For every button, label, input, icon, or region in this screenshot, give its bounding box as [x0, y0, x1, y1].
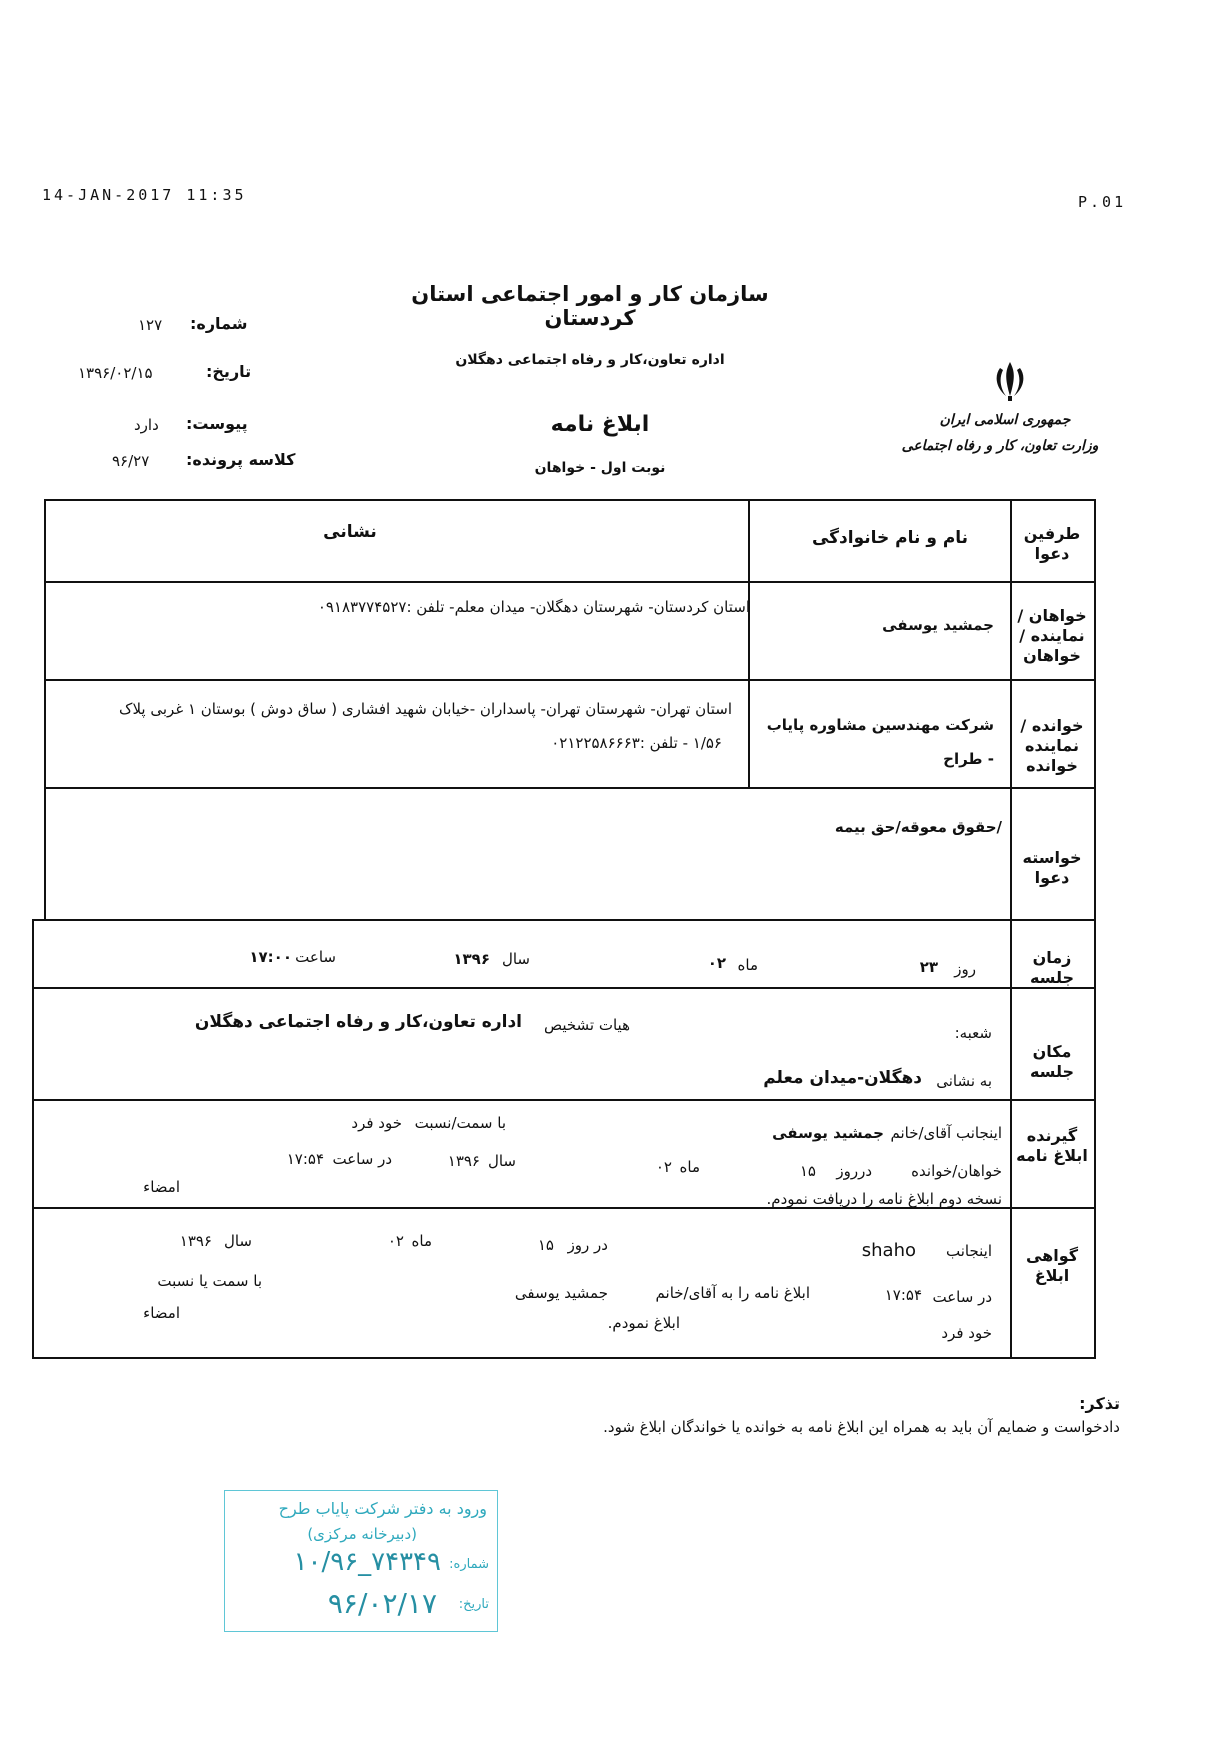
place-address: دهگلان-میدان معلم — [763, 1068, 922, 1088]
office-name: اداره تعاون،کار و رفاه اجتماعی دهگلان — [194, 1012, 522, 1032]
certificate-month-label: ماه — [411, 1232, 432, 1250]
number-value: ۱۲۷ — [138, 316, 163, 334]
header-parties: طرفین دعوا — [1023, 524, 1081, 563]
place-address-label: به نشانی — [936, 1072, 992, 1090]
recipient-year-label: سال — [487, 1152, 516, 1170]
stamp-number-value: ۱۰/۹۶_۷۴۳۴۹ — [293, 1547, 441, 1577]
file-number-label: کلاسه پرونده: — [186, 450, 296, 469]
date-label: تاریخ: — [206, 362, 252, 381]
stamp-line2: (دبیرخانه مرکزی) — [307, 1525, 417, 1543]
recipient-line1: اینجانب آقای/خانم — [890, 1124, 1002, 1142]
recipient-signature: امضاء — [143, 1178, 180, 1196]
number-label: شماره: — [190, 314, 248, 333]
file-number-value: ۹۶/۲۷ — [112, 452, 150, 470]
recipient-role-label: با سمت/نسبت — [414, 1114, 506, 1132]
claim-label: خواسته دعوا — [1022, 848, 1082, 887]
stamp-number-label: شماره: — [449, 1557, 489, 1572]
certificate-hour: ۱۷:۵۴ — [884, 1286, 922, 1304]
defendant-name-line1: شرکت مهندسین مشاوره پایاب — [766, 716, 994, 734]
recipient-line3: نسخه دوم ابلاغ نامه را دریافت نمودم. — [766, 1190, 1002, 1208]
board-name: هیات تشخیص — [543, 1016, 630, 1034]
org-subtitle: اداره تعاون،کار و رفاه اجتماعی دهگلان — [455, 352, 725, 368]
plaintiff-address: استان کردستان- شهرستان دهگلان- میدان معلم- تلفن :۰۹۱۸۳۷۷۴۵۲۷ — [317, 598, 750, 616]
certificate-month: ۰۲ — [387, 1232, 404, 1250]
recipient-role-value: خود فرد — [351, 1114, 402, 1132]
recipient-line2-prefix: خواهان/خوانده — [911, 1162, 1002, 1180]
certificate-role-value: خود فرد — [941, 1324, 992, 1342]
note-text: دادخواست و ضمایم آن باید به همراه این ابلاغ نامه به خوانده یا خواندگان ابلاغ شود. — [603, 1418, 1120, 1436]
stamp-line1: ورود به دفتر شرکت پایاب طرح — [278, 1499, 487, 1518]
session-day: ۲۳ — [919, 958, 938, 976]
certificate-done: ابلاغ نمودم. — [607, 1314, 680, 1332]
recipient-name: جمشید یوسفی — [772, 1124, 884, 1142]
note-title: تذکر: — [1079, 1394, 1120, 1413]
recipient-day-label: درروز — [836, 1162, 872, 1180]
certificate-label: گواهی ابلاغ — [1025, 1246, 1079, 1285]
fax-page-number: P.01 — [1078, 193, 1127, 211]
doc-subtitle: نوبت اول - خواهان — [534, 460, 666, 476]
certificate-signature: امضاء — [143, 1304, 180, 1322]
plaintiff-label: خواهان / نماینده / خواهان — [1017, 606, 1087, 665]
session-place-label: مکان جلسه — [1029, 1042, 1075, 1081]
doc-title: ابلاغ نامه — [550, 412, 650, 437]
emblem-line2: وزارت تعاون، کار و رفاه اجتماعی — [901, 438, 1099, 454]
defendant-label: خوانده / نماینده خوانده — [1020, 716, 1084, 775]
recipient-year: ۱۳۹۶ — [447, 1152, 480, 1170]
certificate-officer: shaho — [861, 1240, 916, 1261]
certificate-line1: اینجانب — [945, 1242, 992, 1260]
certificate-hour-label: در ساعت — [932, 1288, 992, 1306]
session-year: ۱۳۹۶ — [453, 950, 490, 968]
certificate-year-label: سال — [223, 1232, 252, 1250]
org-title: سازمان کار و امور اجتماعی استان کردستان — [411, 282, 769, 330]
fax-datetime: 14-JAN-2017 11:35 — [42, 186, 247, 204]
iran-emblem-icon — [990, 358, 1030, 402]
session-month-label: ماه — [737, 956, 758, 974]
certificate-day-label: در روز — [567, 1236, 608, 1254]
recipient-hour-label: در ساعت — [332, 1150, 392, 1168]
plaintiff-name: جمشید یوسفی — [882, 616, 994, 634]
recipient-month: ۰۲ — [655, 1158, 672, 1176]
session-day-label: روز — [954, 960, 976, 978]
certificate-day: ۱۵ — [537, 1236, 554, 1254]
session-year-label: سال — [501, 950, 530, 968]
session-month: ۰۲ — [707, 954, 726, 972]
defendant-name-line2: - طراح — [943, 750, 994, 768]
stamp-date-label: تاریخ: — [458, 1597, 489, 1612]
attachment-value: دارد — [134, 416, 159, 434]
certificate-to-text: ابلاغ نامه را به آقای/خانم — [655, 1284, 810, 1302]
emblem-line1: جمهوری اسلامی ایران — [939, 412, 1071, 428]
header-name: نام و نام خانوادگی — [811, 528, 969, 548]
session-hour: ۱۷:۰۰ — [249, 948, 292, 966]
attachment-label: پیوست: — [186, 414, 248, 433]
claim-value: /حقوق معوقه/حق بیمه — [834, 818, 1002, 836]
certificate-year: ۱۳۹۶ — [179, 1232, 212, 1250]
header-address: نشانی — [323, 522, 377, 542]
certificate-to-name: جمشید یوسفی — [514, 1284, 608, 1302]
recipient-month-label: ماه — [679, 1158, 700, 1176]
certificate-role-label: با سمت یا نسبت — [157, 1272, 262, 1290]
recipient-hour: ۱۷:۵۴ — [286, 1150, 324, 1168]
defendant-address-line2: ۱/۵۶ - تلفن :۰۲۱۲۲۵۸۶۶۶۳ — [551, 734, 722, 752]
defendant-address-line1: استان تهران- شهرستان تهران- پاسداران -خیابان شهید افشاری ( ساق دوش ) بوستان ۱ غربی پلاک — [119, 700, 732, 718]
session-time-label: زمان جلسه — [1029, 948, 1075, 987]
branch-label: شعبه: — [954, 1024, 992, 1042]
session-hour-label: ساعت — [295, 948, 336, 966]
date-value: ۱۳۹۶/۰۲/۱۵ — [78, 364, 153, 382]
recipient-day: ۱۵ — [799, 1162, 816, 1180]
recipient-label: گیرنده ابلاغ نامه — [1016, 1126, 1088, 1165]
entry-stamp — [224, 1490, 498, 1632]
stamp-date-value: ۹۶/۰۲/۱۷ — [327, 1587, 437, 1620]
